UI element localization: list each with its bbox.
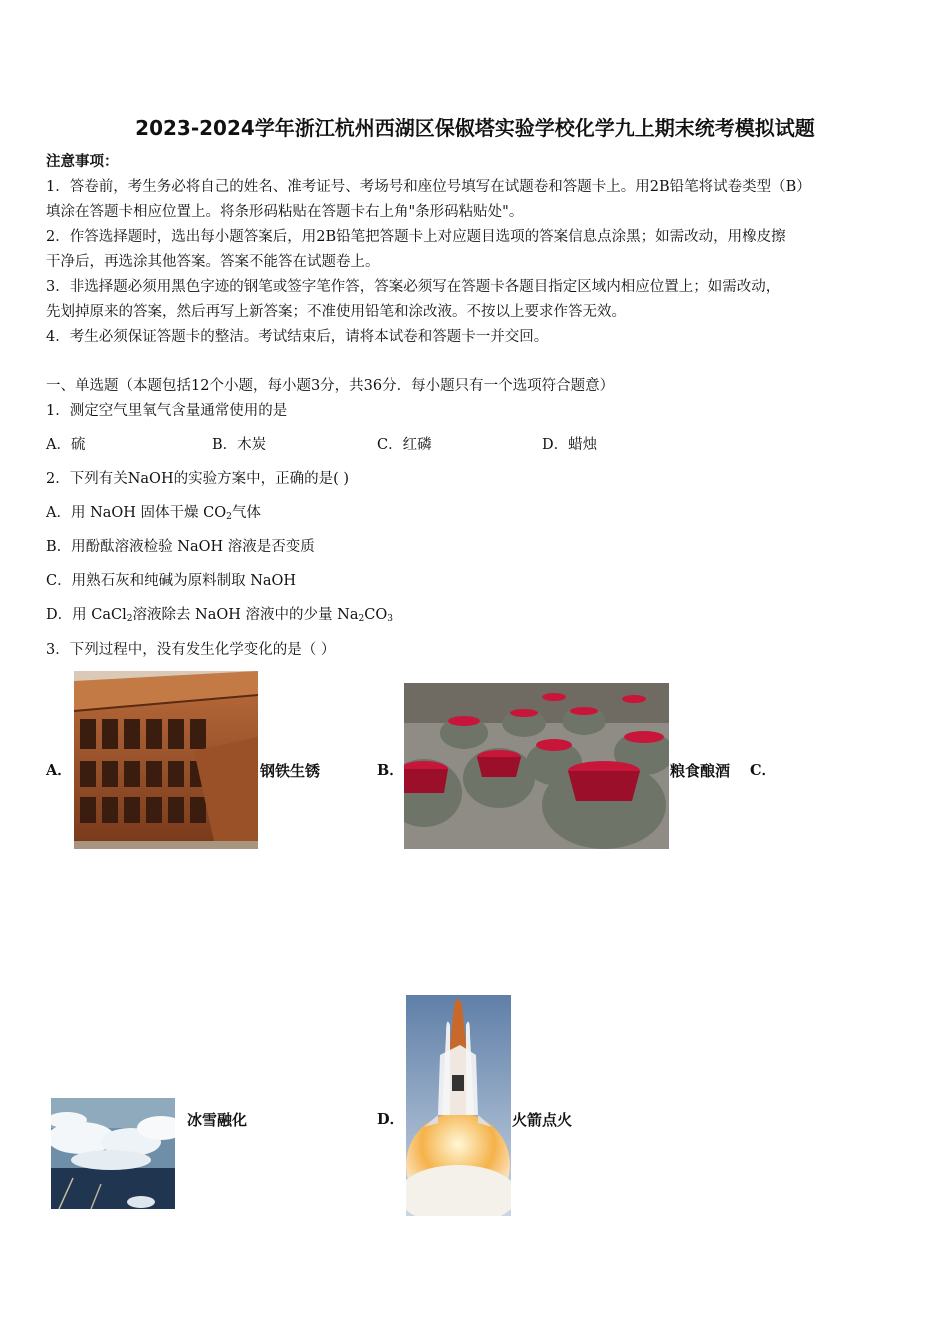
notice-line: 4．考生必须保证答题卡的整洁。考试结束后，请将本试卷和答题卡一并交回。 [46,329,549,345]
wine-jars-photo-icon [404,683,669,849]
q3-option-d-letter: D． [377,1111,405,1128]
q2-option-a: A．用 NaOH 固体干燥 $CO_2$气体 [46,505,261,522]
question-2-stem: 2．下列有关NaOH的实验方案中，正确的是( ) [46,471,350,487]
q3-option-b-letter: B． [377,762,404,779]
notice-line: 先划掉原来的答案，然后再写上新答案；不准使用铅笔和涂改液。不按以上要求作答无效。 [46,304,626,320]
q2-option-d: D．用 CaCl$_2$溶液除去 NaOH 溶液中的少量 $Na_2CO_3$ [46,607,393,624]
q3-option-d-caption: 火箭点火 [512,1111,573,1129]
notice-line: 1．答卷前，考生务必将自己的姓名、准考证号、考场号和座位号填写在试题卷和答题卡上。用2B铅笔将试卷类型（B） [46,179,811,195]
steel-beams-photo-icon [74,671,258,849]
melting-snow-photo-icon [51,1098,175,1209]
question-1-stem: 1．测定空气里氧气含量通常使用的是 [46,403,288,419]
q3-option-b-caption: 粮食酿酒 [670,762,731,780]
q3-option-a-caption: 钢铁生锈 [260,762,321,780]
notice-heading: 注意事项： [46,153,119,170]
notice-line: 填涂在答题卡相应位置上。将条形码粘贴在答题卡右上角"条形码粘贴处"。 [46,204,524,220]
q3-option-c-letter: C． [750,762,777,779]
q1-option-a: A．硫 [46,437,86,453]
q3-option-c-caption: 冰雪融化 [187,1111,248,1129]
question-3-stem: 3．下列过程中，没有发生化学变化的是（ ） [46,642,336,658]
section-heading: 一、单选题（本题包括12个小题，每小题3分，共36分．每小题只有一个选项符合题意） [46,378,615,394]
q2-option-b: B．用酚酞溶液检验 NaOH 溶液是否变质 [46,539,315,555]
notice-line: 2．作答选择题时，选出每小题答案后，用2B铅笔把答题卡上对应题目选项的答案信息点涂黑；如需改动，用橡皮擦 [46,229,786,245]
rocket-launch-photo-icon [406,995,511,1216]
q3-option-a-letter: A． [46,762,72,779]
notice-line: 干净后，再选涂其他答案。答案不能答在试题卷上。 [46,254,380,270]
q1-option-b: B．木炭 [212,437,267,453]
q2-option-c: C．用熟石灰和纯碱为原料制取 NaOH [46,573,297,589]
notice-line: 3．非选择题必须用黑色字迹的钢笔或签字笔作答，答案必须写在答题卡各题目指定区域内相应位置上；如需改动， [46,279,781,295]
page-title: 2023-2024学年浙江杭州西湖区保俶塔实验学校化学九上期末统考模拟试题 [135,116,815,140]
q1-option-c: C．红磷 [377,437,432,453]
q1-option-d: D．蜡烛 [542,437,598,453]
